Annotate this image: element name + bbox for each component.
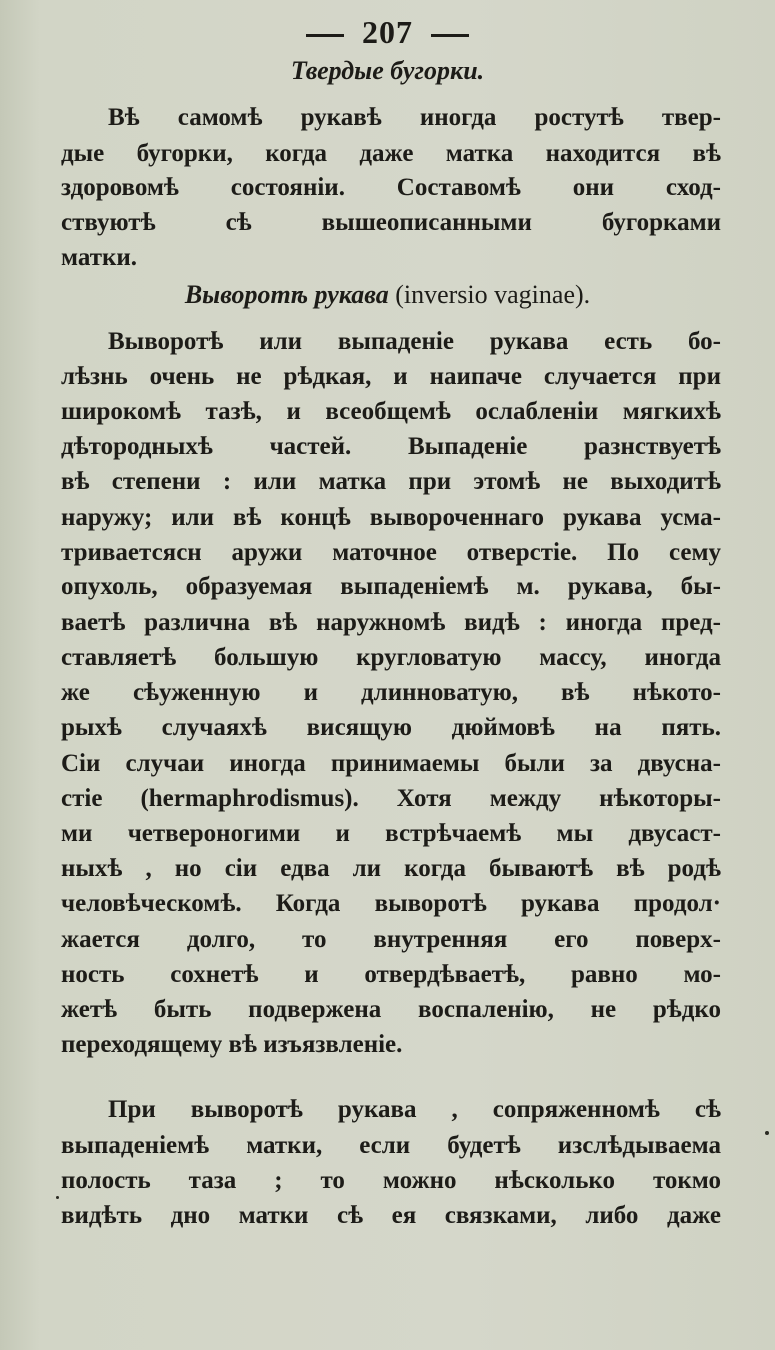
text-line: лѣзнь очень не рѣдкая, и наипаче случается при [61, 363, 721, 390]
text-line: рыхѣ случаяхѣ висящую дюймовѣ на пять. [61, 714, 721, 741]
text-line: Выворотѣ или выпаденіе рукава есть бо- [108, 328, 721, 355]
page-number-dash-left [306, 34, 344, 37]
text-line: стіе (hermaphrodismus). Хотя между нѣкоторы- [61, 785, 721, 812]
text-line: При выворотѣ рукава , сопряженномѣ сѣ [108, 1096, 721, 1123]
text-line: опухоль, образуемая выпаденіемѣ м. рукава, бы- [61, 573, 721, 600]
text-line: ставляетѣ большую кругловатую массу, иногда [61, 644, 721, 671]
section-heading-hard-tubercles: Твердые бугорки. [290, 56, 485, 85]
paper-speck [56, 1196, 59, 1199]
text-line: широкомѣ тазѣ, и всеобщемѣ ослабленіи мягкихѣ [61, 398, 721, 425]
text-line: видѣть дно матки сѣ ея связками, либо даже [61, 1202, 721, 1229]
text-line: ваетѣ различна вѣ наружномѣ видѣ : иногда пред- [61, 609, 721, 636]
text-line: же сѣуженную и длинноватую, вѣ нѣкото- [61, 679, 721, 706]
text-line: выпаденіемѣ матки, если будетѣ изслѣдываема [61, 1132, 721, 1159]
text-line: триваетсясн аружи маточное отверстіе. По сему [61, 539, 721, 566]
page-number [0, 14, 775, 51]
text-line: Вѣ самомѣ рукавѣ иногда ростутѣ твер- [108, 104, 721, 131]
text-line: дѣтородныхѣ частей. Выпаденіе разнствуетѣ [61, 433, 721, 460]
text-line: человѣческомѣ. Когда выворотѣ рукава продол· [61, 890, 721, 917]
paper-speck [765, 1131, 769, 1135]
text-line: переходящему вѣ изъязвленіе. [61, 1031, 403, 1058]
heading-title: Выворотѣ рукава [184, 280, 389, 309]
text-line: ми четвероногими и встрѣчаемѣ мы двусаст- [61, 820, 721, 847]
text-line: наружу; или вѣ концѣ вывороченнаго рукава усма- [61, 504, 721, 531]
text-line: ствуютѣ сѣ вышеописанными бугорками [61, 209, 721, 236]
page-number-dash-right [431, 34, 469, 37]
text-line: вѣ степени : или матка при этомѣ не выходитѣ [61, 468, 721, 495]
text-line: ность сохнетѣ и отвердѣваетѣ, равно мо- [61, 961, 721, 988]
page-number-value: 207 [362, 14, 413, 50]
text-line: матки. [61, 244, 138, 271]
text-line: ныхѣ , но сіи едва ли когда бываютѣ вѣ родѣ [61, 855, 721, 882]
heading-latin: (inversio vaginae). [395, 280, 591, 309]
text-line: жается долго, то внутренняя его поверх- [61, 926, 721, 953]
text-line: дые бугорки, когда даже матка находится вѣ [61, 140, 721, 167]
text-line: жетѣ быть подвержена воспаленію, не рѣдко [61, 996, 721, 1023]
text-line: Сіи случаи иногда принимаемы были за двусна- [61, 750, 721, 777]
text-line: полость таза ; то можно нѣсколько токмо [61, 1167, 721, 1194]
text-line: здоровомѣ состояніи. Составомѣ они сход- [61, 174, 721, 201]
section-heading-vaginal-inversion [0, 280, 775, 310]
